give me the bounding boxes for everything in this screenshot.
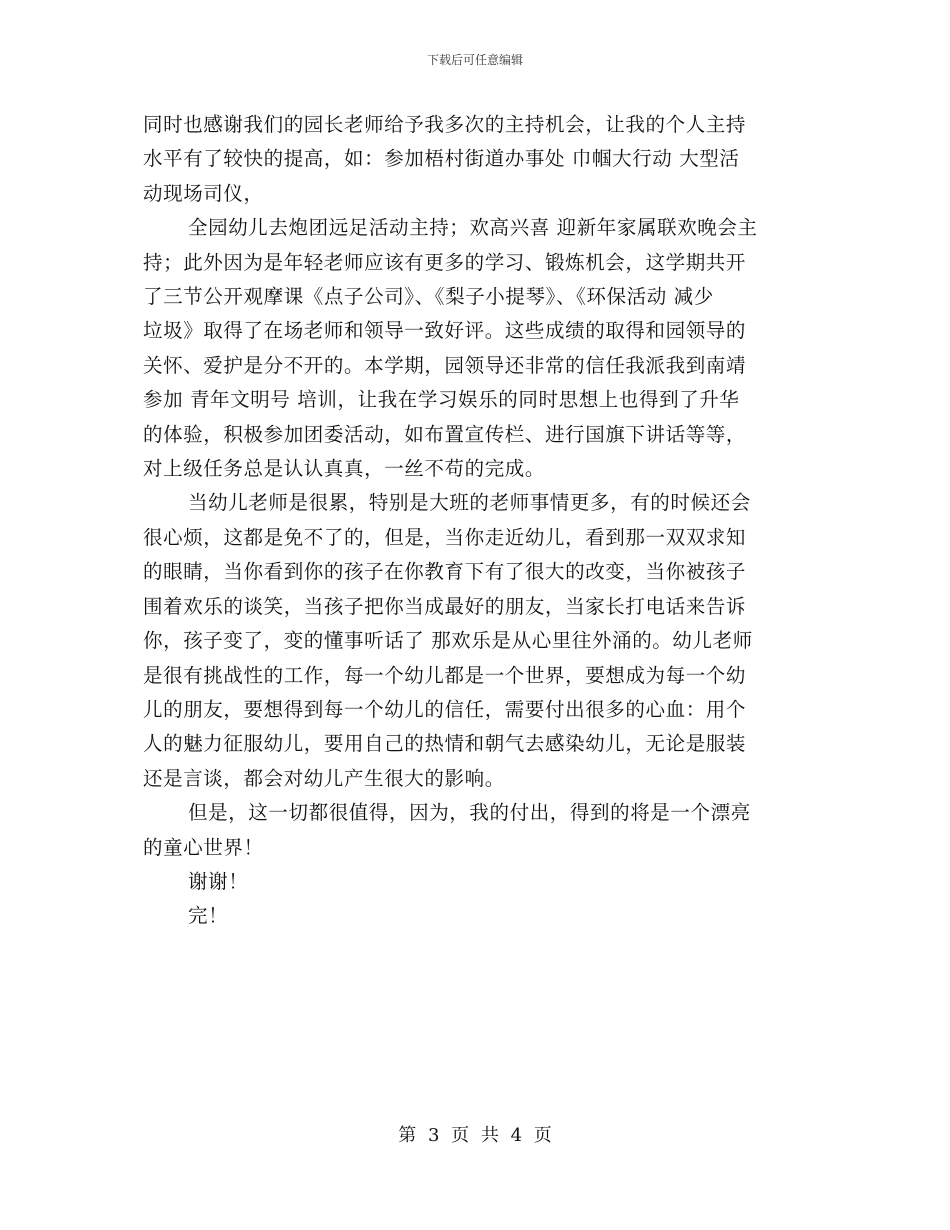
text-line: 当幼儿老师是很累，特别是大班的老师事情更多，有的时候还会 [188, 491, 751, 515]
document-body [143, 108, 811, 934]
text-line: 谢谢！ [188, 869, 249, 893]
text-line: 参加 青年文明号 培训，让我在学习娱乐的同时思想上也得到了升华 [143, 388, 740, 412]
text-line: 人的魅力征服幼儿，要用自己的热情和朝气去感染幼儿，无论是服装 [143, 732, 747, 756]
text-line: 了三节公开观摩课《点子公司》、《梨子小提琴》、《环保活动 减少 [143, 285, 714, 309]
text-line: 但是，这一切都很值得，因为，我的付出，得到的将是一个漂亮 [188, 801, 751, 825]
text-line: 完！ [188, 904, 229, 928]
text-line: 动现场司仪， [143, 181, 264, 205]
text-line: 是很有挑战性的工作，每一个幼儿都是一个世界，要想成为每一个幼 [143, 663, 747, 687]
text-line: 还是言谈，都会对幼儿产生很大的影响。 [143, 766, 505, 790]
text-line: 同时也感谢我们的园长老师给予我多次的主持机会，让我的个人主持 [143, 113, 747, 136]
page-header: 下载后可任意编辑 [426, 53, 523, 67]
text-line: 关怀、爱护是分不开的。本学期，园领导还非常的信任我派我到南靖 [143, 353, 747, 377]
text-line: 的童心世界！ [143, 835, 264, 859]
text-line: 儿的朋友，要想得到每一个幼儿的信任，需要付出很多的心血：用个 [143, 697, 747, 721]
text-line: 对上级任务总是认认真真，一丝不苟的完成。 [143, 457, 546, 481]
page-number-footer: 第 3 页 共 4 页 [398, 1125, 552, 1146]
text-line: 你，孩子变了，变的懂事听话了 那欢乐是从心里往外涌的。幼儿老师 [143, 629, 753, 653]
text-line: 的体验，积极参加团委活动，如布置宣传栏、进行国旗下讲话等等， [143, 422, 747, 446]
text-line: 很心烦，这都是免不了的，但是，当你走近幼儿，看到那一双双求知 [143, 525, 747, 549]
text-line: 垃圾》取得了在场老师和领导一致好评。这些成绩的取得和园领导的 [143, 319, 747, 343]
text-line: 全园幼儿去炮团远足活动主持；欢高兴喜 迎新年家属联欢晚会主 [188, 216, 758, 240]
text-line: 水平有了较快的提高，如：参加梧村街道办事处 巾帼大行动 大型活 [143, 147, 740, 171]
text-line: 持；此外因为是年轻老师应该有更多的学习、锻炼机会，这学期共开 [143, 250, 747, 274]
text-line: 的眼睛，当你看到你的孩子在你教育下有了很大的改变，当你被孩子 [143, 560, 747, 584]
text-line: 围着欢乐的谈笑，当孩子把你当成最好的朋友，当家长打电话来告诉 [143, 594, 747, 618]
